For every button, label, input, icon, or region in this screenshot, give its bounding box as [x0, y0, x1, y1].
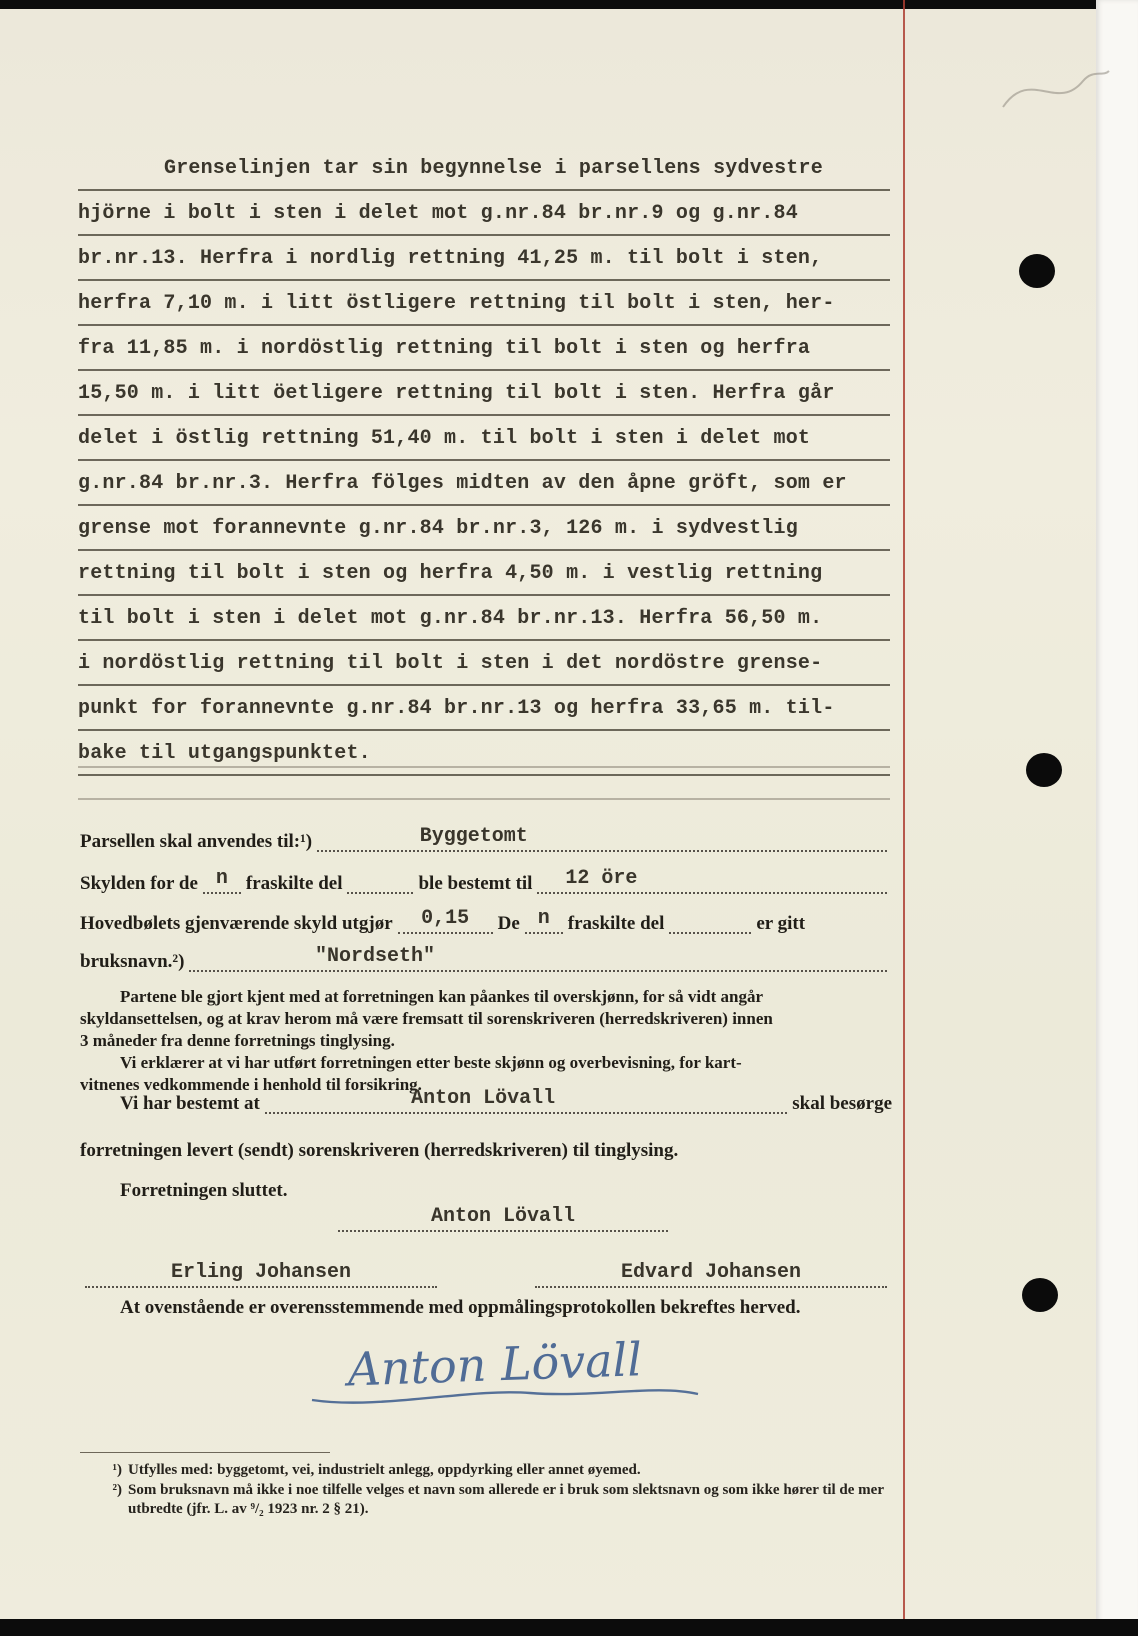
blank-ruled-line — [78, 766, 890, 768]
dotted-leader — [317, 824, 887, 852]
bestemt-row — [80, 1086, 892, 1116]
skyld-label-1: Skylden for de — [80, 873, 198, 894]
typed-line: i nordöstlig rettning til bolt i sten i det nordöstre grense- — [78, 641, 890, 686]
hoved-label-3: fraskilte del — [567, 913, 665, 934]
dotted-leader — [203, 866, 241, 894]
bestemt-label-2: skal besørge — [792, 1093, 892, 1114]
typed-line: g.nr.84 br.nr.3. Herfra fölges midten av den åpne gröft, som er — [78, 461, 890, 506]
footnote-1 — [96, 1461, 896, 1480]
legal-line: skyldansettelsen, og at krav herom må være fremsatt til sorenskriveren (herredskriveren) innen — [80, 1009, 773, 1028]
pencil-mark — [995, 55, 1115, 125]
purpose-value-typed: Byggetomt — [419, 825, 528, 848]
footnote-1-text: Utfylles med: byggetomt, vei, industrielt anlegg, oppdyrking eller annet øyemed. — [128, 1462, 641, 1478]
skyld-row — [80, 866, 892, 896]
surveyor-name-typed: Anton Lövall — [430, 1205, 576, 1228]
bruksnavn-row — [80, 944, 892, 974]
sluttet-line: Forretningen sluttet. — [120, 1180, 288, 1201]
footnote-divider — [80, 1452, 330, 1453]
hoved-n-typed: n — [537, 907, 550, 930]
punch-hole — [1019, 254, 1055, 288]
signature-text: Anton Lövall — [346, 1332, 643, 1397]
skyld-n-typed: n — [215, 867, 228, 890]
purpose-label: Parsellen skal anvendes til:¹) — [80, 831, 313, 852]
dotted-leader — [347, 866, 413, 894]
typed-line: 15,50 m. i litt öetligere rettning til bolt i sten. Herfra går — [78, 371, 890, 416]
typed-line: br.nr.13. Herfra i nordlig rettning 41,25 m. til bolt i sten, — [78, 236, 890, 281]
hoved-value-typed: 0,15 — [421, 907, 470, 930]
hoved-label-2: De — [497, 913, 520, 934]
legal-paragraph — [80, 986, 895, 1096]
typed-line: hjörne i bolt i sten i delet mot g.nr.84 br.nr.9 og g.nr.84 — [78, 191, 890, 236]
bruksnavn-value-typed: "Nordseth" — [314, 945, 436, 968]
surveyor-signature-row — [338, 1198, 668, 1232]
footnotes — [96, 1461, 896, 1520]
hoved-label-4: er gitt — [756, 913, 806, 934]
legal-line: 3 måneder fra denne forretnings tinglysing. — [80, 1031, 395, 1050]
scan-top-edge — [0, 0, 1138, 9]
handwritten-signature — [290, 1320, 720, 1425]
typed-line: bake til utgangspunktet. — [78, 731, 890, 776]
spacer — [442, 1252, 530, 1290]
skyld-label-2: fraskilte del — [245, 873, 343, 894]
dotted-leader — [537, 866, 887, 894]
signature-svg — [290, 1320, 720, 1420]
typed-line: rettning til bolt i sten og herfra 4,50 m. i vestlig rettning — [78, 551, 890, 596]
dotted-leader — [189, 944, 887, 972]
witness-signatures-row — [80, 1252, 892, 1290]
dotted-leader — [398, 906, 493, 934]
dotted-leader — [265, 1086, 787, 1114]
typed-line: delet i östlig rettning 51,40 m. til bolt i sten i delet mot — [78, 416, 890, 461]
dotted-leader — [669, 906, 751, 934]
dotted-leader — [525, 906, 563, 934]
purpose-row — [80, 824, 892, 854]
footnote-2 — [96, 1481, 896, 1519]
footnote-2-marker: ²) — [112, 1482, 122, 1498]
typed-line: Grenselinjen tar sin begynnelse i parsellens sydvestre — [78, 146, 890, 191]
legal-line: Partene ble gjort kjent med at forretningen kan påankes til overskjønn, for så vidt angår — [120, 987, 763, 1006]
witness-right-typed: Edvard Johansen — [620, 1261, 802, 1284]
levert-line: forretningen levert (sendt) sorenskriveren (herredskriveren) til tinglysing. — [80, 1140, 679, 1161]
scanner-edge-strip — [1096, 0, 1138, 1636]
blank-ruled-line — [78, 798, 890, 800]
hovedbole-row — [80, 906, 892, 936]
dotted-leader — [535, 1252, 887, 1288]
dotted-leader — [338, 1198, 668, 1232]
dotted-leader — [85, 1252, 437, 1288]
legal-line: vitnenes vedkommende i henhold til forsikring. — [80, 1075, 422, 1094]
footnote-1-marker: ¹) — [112, 1462, 122, 1478]
typed-line: punkt for forannevnte g.nr.84 br.nr.13 og herfra 33,65 m. til- — [78, 686, 890, 731]
footnote-2-text: Som bruksnavn må ikke i noe tilfelle velges et navn som allerede er i bruk som slektsnavn og som ikke hører til de mer utbredte (jfr. L. av ⁹/₂ 1923 nr. 2 § 21). — [128, 1482, 884, 1517]
bestemt-value-typed: Anton Lövall — [411, 1087, 556, 1110]
typed-line: fra 11,85 m. i nordöstlig rettning til bolt i sten og herfra — [78, 326, 890, 371]
typed-line: herfra 7,10 m. i litt östligere rettning til bolt i sten, her- — [78, 281, 890, 326]
skyld-label-3: ble bestemt til — [418, 873, 533, 894]
punch-hole — [1026, 753, 1062, 787]
bestemt-label-1: Vi har bestemt at — [120, 1093, 260, 1114]
typed-line: til bolt i sten i delet mot g.nr.84 br.nr.13. Herfra 56,50 m. — [78, 596, 890, 641]
skyld-value-typed: 12 öre — [565, 867, 638, 890]
typed-line: grense mot forannevnte g.nr.84 br.nr.3, 126 m. i sydvestlig — [78, 506, 890, 551]
red-margin-line — [903, 0, 905, 1636]
deed-description — [78, 146, 890, 776]
bruksnavn-label: bruksnavn.²) — [80, 951, 185, 972]
confirmation-line: At ovenstående er overensstemmende med oppmålingsprotokollen bekreftes herved. — [120, 1297, 801, 1318]
hoved-label-1: Hovedbølets gjenværende skyld utgjør — [80, 913, 393, 934]
witness-left-typed: Erling Johansen — [170, 1261, 352, 1284]
legal-line: Vi erklærer at vi har utført forretningen etter beste skjønn og overbevisning, for kart- — [120, 1053, 742, 1072]
scan-bottom-edge — [0, 1619, 1138, 1636]
punch-hole — [1022, 1278, 1058, 1312]
